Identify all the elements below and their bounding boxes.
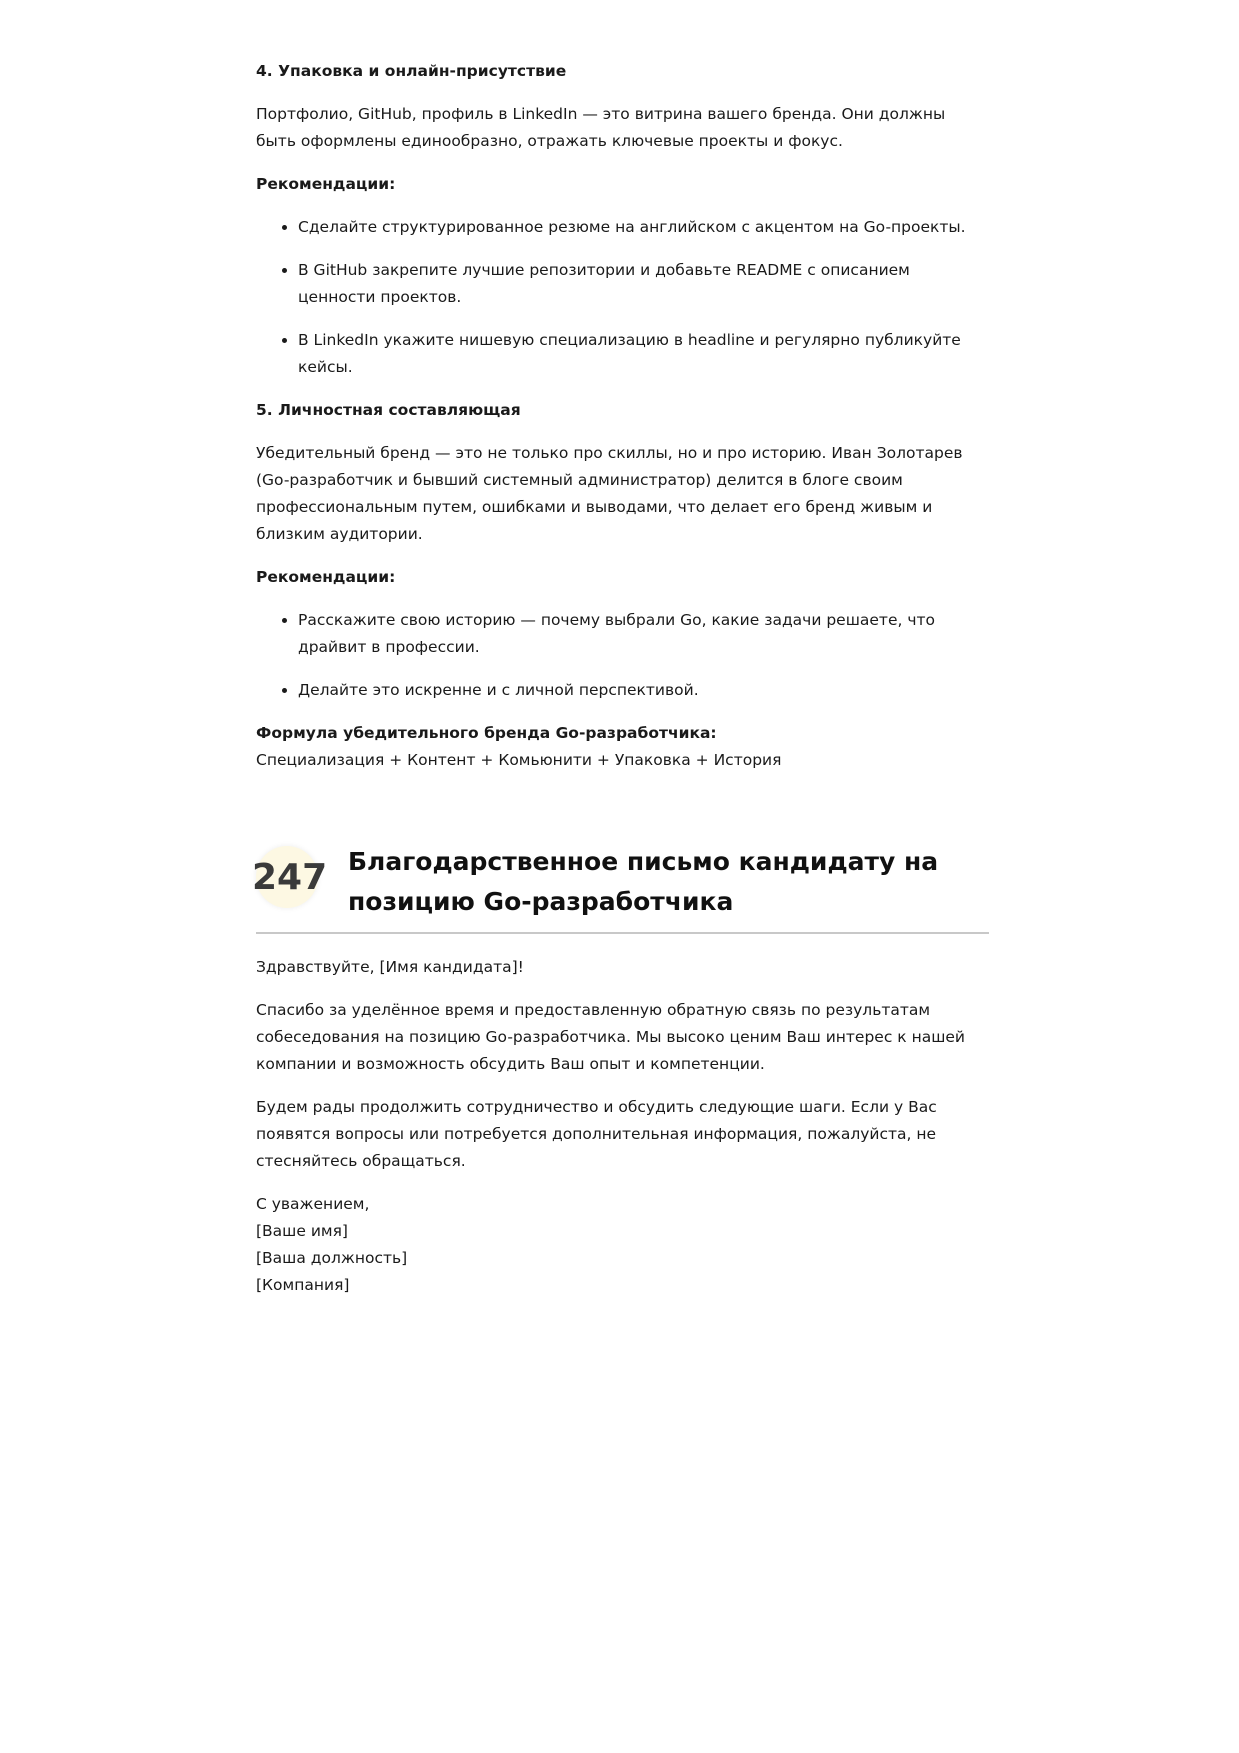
letter-body bbox=[256, 954, 989, 1299]
signature-name: [Ваше имя] bbox=[256, 1222, 348, 1240]
list-item: • Расскажите свою историю — почему выбрали Go, какие задачи решаете, что драйвит в профессии. bbox=[298, 607, 989, 661]
section-4-paragraph: Портфолио, GitHub, профиль в LinkedIn — это витрина вашего бренда. Они должны быть оформлены единообразно, отражать ключевые проекты и фокус. bbox=[256, 105, 946, 150]
section-5-paragraph: Убедительный бренд — это не только про скиллы, но и про историю. Иван Золотарев (Go-разработчик и бывший системный администратор) делится в блоге своим профессиональным путем, ошибками и выводами, что делает его бренд живым и близким аудитории. bbox=[256, 444, 963, 543]
signature-position: [Ваша должность] bbox=[256, 1249, 408, 1267]
section-4-heading: 4. Упаковка и онлайн-присутствие bbox=[256, 62, 567, 80]
document-body bbox=[256, 58, 989, 774]
chapter-header bbox=[252, 842, 989, 934]
signature-company: [Компания] bbox=[256, 1276, 350, 1294]
list-item: • В GitHub закрепите лучшие репозитории и добавьте README с описанием ценности проектов. bbox=[298, 257, 989, 311]
letter-paragraph-1: Спасибо за уделённое время и предоставленную обратную связь по результатам собеседования на позицию Go-разработчика. Мы высоко ценим Ваш интерес к нашей компании и возможность обсудить Ваш опыт и компетенции. bbox=[256, 1001, 966, 1073]
formula-label: Формула убедительного бренда Go-разработчика: bbox=[256, 724, 717, 742]
section-5-heading: 5. Личностная составляющая bbox=[256, 401, 521, 419]
section-5-recommendations-list bbox=[256, 607, 989, 704]
chapter-number: 247 bbox=[252, 857, 328, 898]
letter-paragraph-2: Будем рады продолжить сотрудничество и обсудить следующие шаги. Если у Вас появятся вопросы или потребуется дополнительная информация, пожалуйста, не стесняйтесь обращаться. bbox=[256, 1098, 937, 1170]
formula-text: Специализация + Контент + Комьюнити + Упаковка + История bbox=[256, 751, 782, 769]
letter-signature bbox=[256, 1191, 989, 1299]
list-item: • Делайте это искренне и с личной перспективой. bbox=[298, 677, 989, 704]
section-5-recommendations-label: Рекомендации: bbox=[256, 568, 396, 586]
list-item: • В LinkedIn укажите нишевую специализацию в headline и регулярно публикуйте кейсы. bbox=[298, 327, 989, 381]
section-4-recommendations-label: Рекомендации: bbox=[256, 175, 396, 193]
list-item: • Сделайте структурированное резюме на английском с акцентом на Go-проекты. bbox=[298, 214, 989, 241]
letter-closing: С уважением, bbox=[256, 1195, 370, 1213]
chapter-title: Благодарственное письмо кандидату на позицию Go-разработчика bbox=[348, 847, 939, 916]
letter-greeting: Здравствуйте, [Имя кандидата]! bbox=[256, 958, 524, 976]
section-4-recommendations-list bbox=[256, 214, 989, 381]
